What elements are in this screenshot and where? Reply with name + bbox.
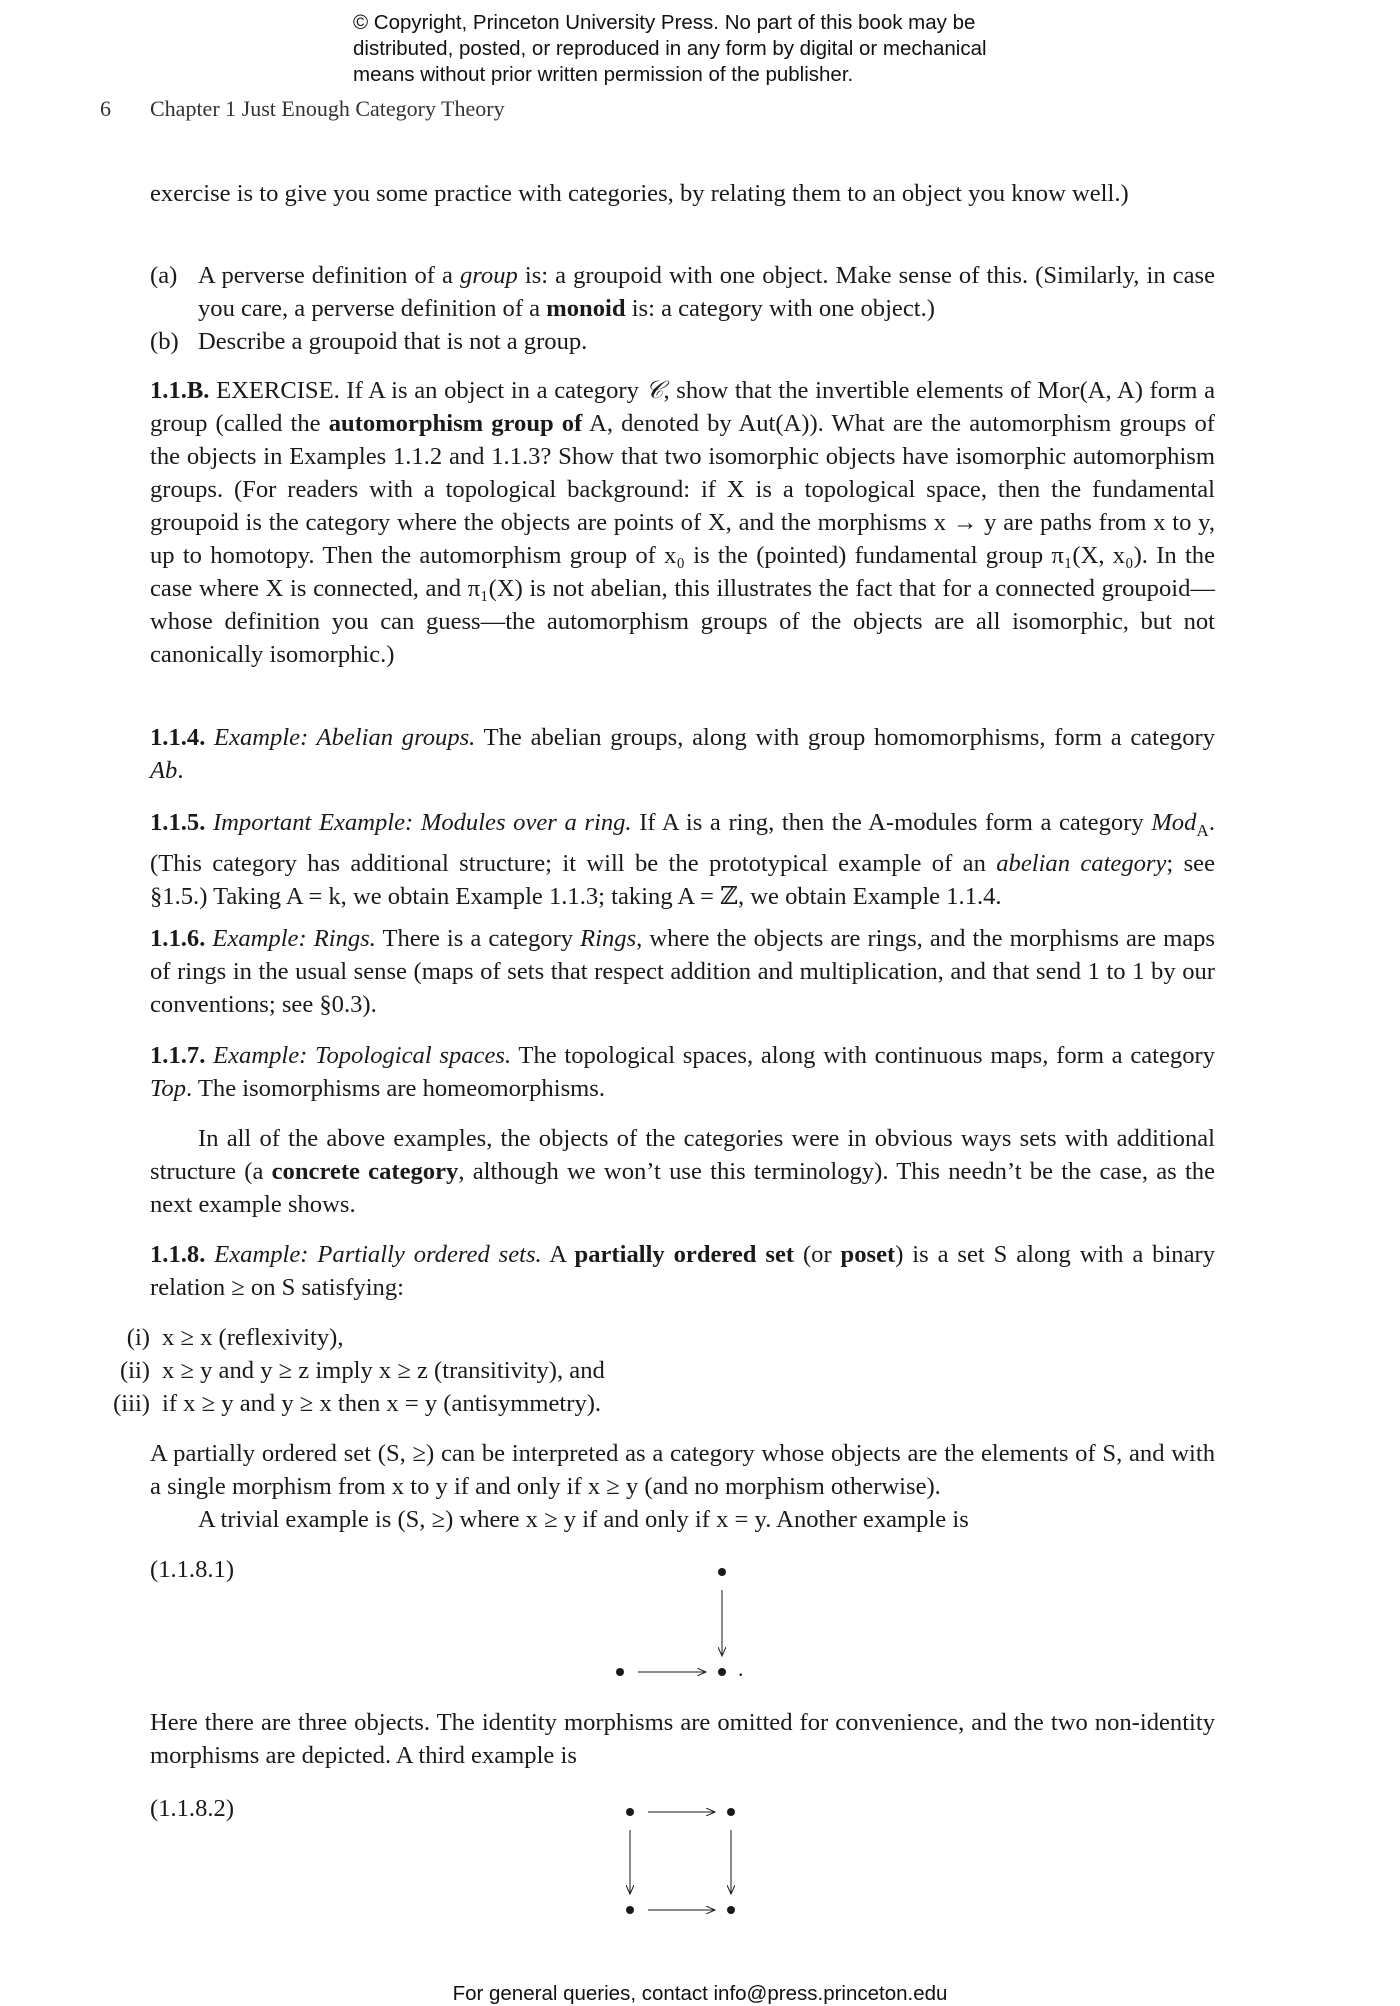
equation-label: (1.1.8.2) xyxy=(150,1795,235,1822)
section-number: 1.1.5. xyxy=(150,809,206,836)
list-label: (a) xyxy=(150,262,178,289)
example-1-1-8: 1.1.8. Example: Partially ordered sets. A partially ordered set (or poset) is a set S along with a binary relation ≥ on S satisfying: xyxy=(150,1241,1215,1301)
copyright-line: means without prior written permission of the publisher. xyxy=(353,63,854,86)
section-number: 1.1.8. xyxy=(150,1241,206,1268)
object-dot xyxy=(727,1906,735,1914)
page-number: 6 xyxy=(100,96,111,121)
object-dot xyxy=(718,1668,726,1676)
example-1-1-5: 1.1.5. Important Example: Modules over a ring. If A is a ring, then the A-modules form a category Mod$_A$. (This category has additional structure; it will be the prototypical example of an abelian category; see §1.5.) Taking A = k, we obtain Example 1.1.3; taking A = ℤ, we obtain Example 1.1.4. xyxy=(150,809,1215,910)
copyright-notice xyxy=(353,10,1113,88)
footer: For general queries, contact info@press.princeton.edu xyxy=(452,1982,948,2005)
list-label: (ii) xyxy=(119,1357,150,1384)
example-1-1-7: 1.1.7. Example: Topological spaces. The topological spaces, along with continuous maps, form a category Top. The isomorphisms are homeomorphisms. xyxy=(150,1042,1215,1102)
list-item-a: (a) A perverse definition of a group is: a groupoid with one object. Make sense of this. (Similarly, in case you care, a perverse definition of a monoid is: a category with one object.) xyxy=(150,259,1215,325)
object-dot xyxy=(727,1808,735,1816)
list-item-i: (i) x ≥ x (reflexivity), xyxy=(92,1321,344,1354)
list-item-ii: (ii) x ≥ y and y ≥ z imply x ≥ z (transitivity), and xyxy=(92,1354,605,1387)
section-number: 1.1.B. xyxy=(150,377,210,404)
intro-paragraph: exercise is to give you some practice with categories, by relating them to an object you know well.) xyxy=(150,180,1129,207)
concrete-category-paragraph: In all of the above examples, the objects of the categories were in obvious ways sets with additional structure (a concrete category, although we won’t use this terminology). This needn’t be the case, as the next example shows. xyxy=(150,1125,1215,1218)
equation-label: (1.1.8.1) xyxy=(150,1556,235,1583)
poset-diagram-1 xyxy=(600,1560,760,1680)
object-dot xyxy=(626,1808,634,1816)
example-title: Important Example: Modules over a ring. xyxy=(205,809,632,836)
copyright-line: distributed, posted, or reproduced in any form by digital or mechanical xyxy=(353,37,987,60)
object-dot xyxy=(626,1906,634,1914)
poset-paragraph: A partially ordered set (S, ≥) can be interpreted as a category whose objects are the elements of S, and with a single morphism from x to y if and only if x ≥ y (and no morphism otherwise). A trivial example is (S, ≥) where x ≥ y if and only if x = y. Another example is xyxy=(150,1440,1215,1533)
example-1-1-6: 1.1.6. Example: Rings. There is a category Rings, where the objects are rings, and the morphisms are maps of rings in the usual sense (maps of sets that respect addition and multiplication, and that send 1 to 1 by our conventions; see §0.3). xyxy=(150,925,1215,1018)
poset-diagram-2 xyxy=(610,1800,750,1920)
list-label: (i) xyxy=(126,1324,150,1351)
object-dot xyxy=(616,1668,624,1676)
section-number: 1.1.7. xyxy=(150,1042,206,1069)
running-head xyxy=(100,96,505,122)
object-dot xyxy=(718,1568,726,1576)
list-item-b: (b) Describe a groupoid that is not a group. xyxy=(150,325,1215,358)
copyright-line: © Copyright, Princeton University Press. No part of this book may be xyxy=(353,11,976,34)
example-title: Example: Abelian groups. xyxy=(205,724,476,751)
list-label: (iii) xyxy=(113,1390,150,1417)
chapter-title: Chapter 1 Just Enough Category Theory xyxy=(150,96,505,121)
three-objects-paragraph: Here there are three objects. The identity morphisms are omitted for convenience, and the two non-identity morphisms are depicted. A third example is xyxy=(150,1709,1215,1769)
exercise-1-1-B: 1.1.B. EXERCISE. If A is an object in a category 𝒞, show that the invertible elements of Mor(A, A) form a group (called the automorphism group of A, denoted by Aut(A)). What are the automorphism groups of the objects in Examples 1.1.2 and 1.1.3? Show that two isomorphic objects have isomorphic automorphism groups. (For readers with a topological background: if X is a topological space, then the fundamental groupoid is the category where the objects are points of X, and the morphisms x → y are paths from x to y, up to homotopy. Then the automorphism group of x₀ is the (pointed) fundamental group π₁(X, x₀). In the case where X is connected, and π₁(X) is not abelian, this illustrates the fact that for a connected groupoid—whose definition you can guess—the automorphism groups of the objects are all isomorphic, but not canonically isomorphic.) xyxy=(150,377,1215,668)
list-item-iii: (iii) if x ≥ y and y ≥ x then x = y (antisymmetry). xyxy=(92,1387,601,1420)
example-1-1-4: 1.1.4. Example: Abelian groups. The abelian groups, along with group homomorphisms, form a category Ab. xyxy=(150,724,1215,784)
list-label: (b) xyxy=(150,328,179,355)
section-number: 1.1.4. xyxy=(150,724,206,751)
diagram-period: . xyxy=(738,1656,744,1681)
example-title: Example: Topological spaces. xyxy=(205,1042,512,1069)
example-title: Example: Partially ordered sets. xyxy=(205,1241,542,1268)
section-number: 1.1.6. xyxy=(150,925,206,952)
example-title: Example: Rings. xyxy=(205,925,376,952)
